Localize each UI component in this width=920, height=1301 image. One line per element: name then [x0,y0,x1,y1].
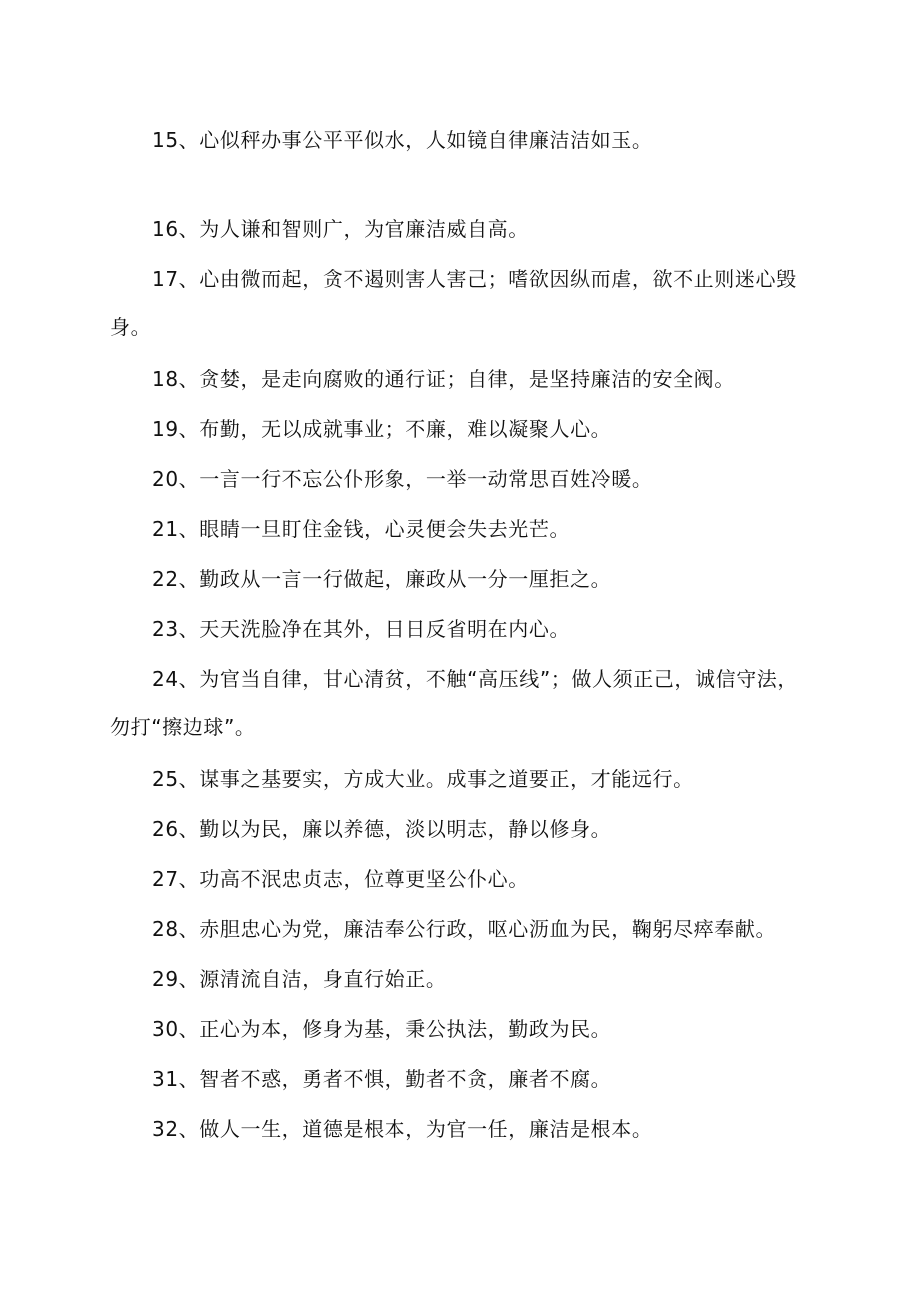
item-number: 24 [152,667,179,691]
item-text: 做人一生，道德是根本，为官一任，廉洁是根本。 [199,1117,653,1141]
item-separator: 、 [178,867,200,891]
item-text: 心似秤办事公平平似水，人如镜自律廉洁洁如玉。 [199,128,653,152]
item-separator: 、 [178,1067,200,1091]
item-number: 32 [152,1117,179,1141]
list-item [110,1005,812,1053]
item-number: 31 [152,1067,179,1091]
item-separator: 、 [178,517,200,541]
item-number: 17 [152,267,179,291]
list-item [110,405,812,453]
item-separator: 、 [178,128,200,152]
item-text: 正心为本，修身为基，秉公执法，勤政为民。 [199,1017,612,1041]
item-separator: 、 [178,417,200,441]
item-text: 赤胆忠心为党，廉洁奉公行政，呕心沥血为民，鞠躬尽瘁奉献。 [199,917,777,941]
list-item [110,905,812,953]
item-number: 15 [152,128,179,152]
item-text: 勤以为民，廉以养德，淡以明志，静以修身。 [199,817,612,841]
list-item [110,116,812,164]
item-separator: 、 [178,217,200,241]
list-item [110,855,812,903]
list-item [110,605,812,653]
item-separator: 、 [178,667,200,691]
item-text: 天天洗脸净在其外，日日反省明在内心。 [199,617,571,641]
list-item [110,505,812,553]
item-separator: 、 [178,617,200,641]
item-number: 25 [152,767,179,791]
item-text: 心由微而起，贪不遏则害人害己；嗜欲因纵而虐，欲不止则迷心毁身。 [110,267,797,339]
item-text: 贪婪，是走向腐败的通行证；自律，是坚持廉洁的安全阀。 [199,367,735,391]
list-item [110,255,812,351]
list-item [110,755,812,803]
item-number: 30 [152,1017,179,1041]
item-text: 眼睛一旦盯住金钱，心灵便会失去光芒。 [199,517,571,541]
list-item [110,1055,812,1103]
item-number: 20 [152,467,179,491]
item-number: 19 [152,417,179,441]
item-text: 为官当自律，甘心清贫，不触“高压线”；做人须正己，诚信守法，勿打“擦边球”。 [110,667,798,739]
list-item [110,455,812,503]
item-number: 21 [152,517,179,541]
item-text: 一言一行不忘公仆形象，一举一动常思百姓冷暖。 [199,467,653,491]
item-text: 勤政从一言一行做起，廉政从一分一厘拒之。 [199,567,612,591]
item-separator: 、 [178,467,200,491]
item-separator: 、 [178,967,200,991]
item-text: 源清流自洁，身直行始正。 [199,967,447,991]
item-separator: 、 [178,767,200,791]
item-separator: 、 [178,817,200,841]
list-item [110,205,812,253]
item-number: 22 [152,567,179,591]
item-text: 布勤，无以成就事业；不廉，难以凝聚人心。 [199,417,612,441]
list-item [110,655,812,751]
item-separator: 、 [178,1017,200,1041]
item-separator: 、 [178,1117,200,1141]
item-number: 23 [152,617,179,641]
list-item [110,955,812,1003]
item-number: 29 [152,967,179,991]
list-item [110,1105,812,1153]
item-separator: 、 [178,367,200,391]
item-separator: 、 [178,267,200,291]
list-item [110,555,812,603]
item-separator: 、 [178,567,200,591]
item-number: 18 [152,367,179,391]
item-number: 26 [152,817,179,841]
item-text: 功高不泯忠贞志，位尊更坚公仆心。 [199,867,529,891]
item-number: 27 [152,867,179,891]
item-separator: 、 [178,917,200,941]
item-number: 16 [152,217,179,241]
item-text: 为人谦和智则广，为官廉洁威自高。 [199,217,529,241]
list-item [110,805,812,853]
item-text: 智者不惑，勇者不惧，勤者不贪，廉者不腐。 [199,1067,612,1091]
item-text: 谋事之基要实，方成大业。成事之道要正，才能远行。 [199,767,694,791]
item-number: 28 [152,917,179,941]
list-item [110,355,812,403]
